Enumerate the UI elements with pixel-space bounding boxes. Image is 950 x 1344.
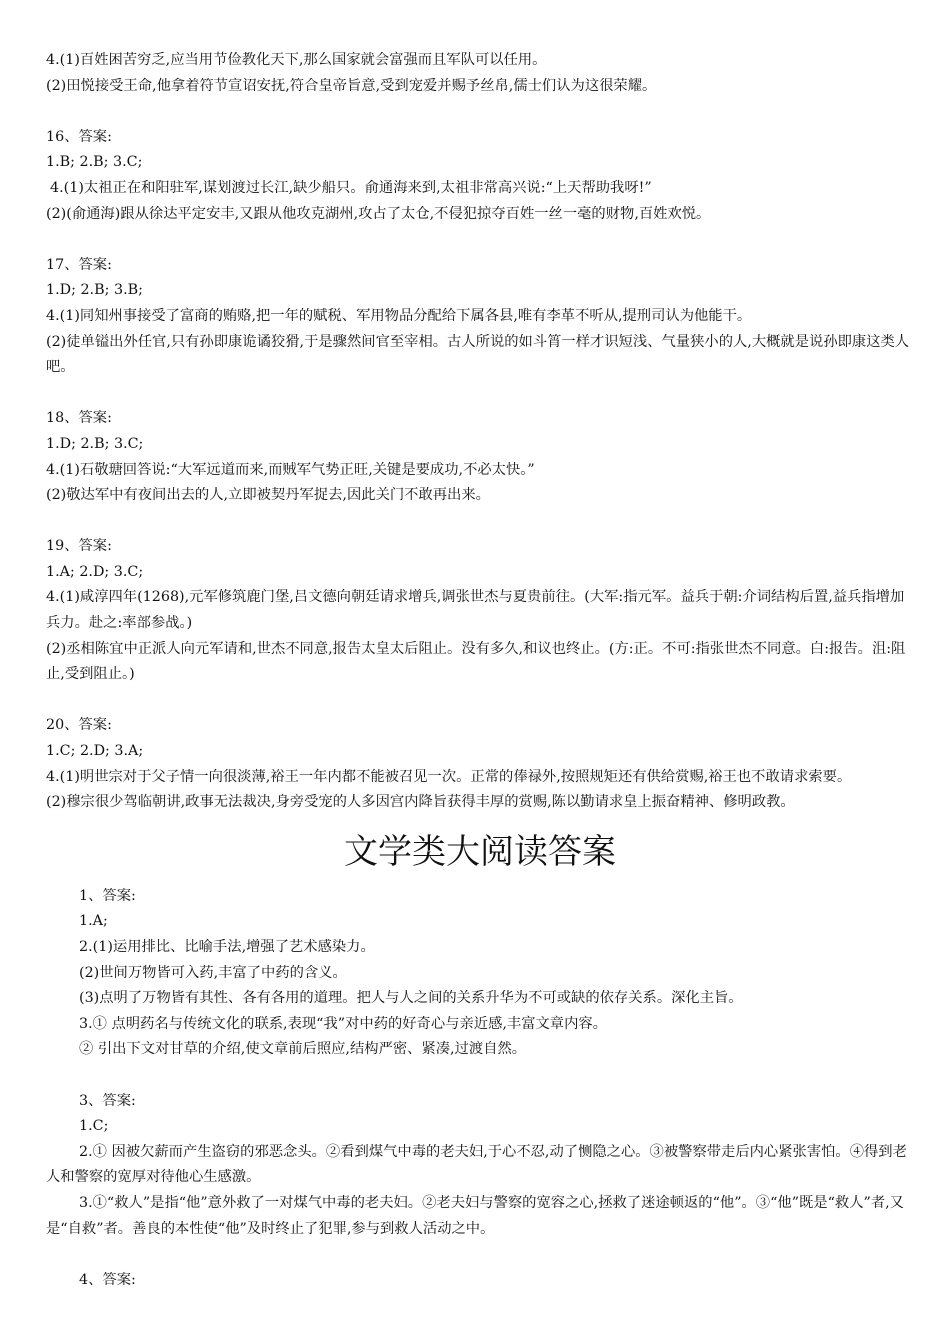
answer-line: 4.(1)石敬瑭回答说:“大军远道而来,而贼军气势正旺,关键是要成功,不必太快。”	[46, 461, 535, 478]
answer-line: (2)田悦接受王命,他拿着符节宣诏安抚,符合皇帝旨意,受到宠爱并赐予丝帛,儒士们认为这很荣耀。	[46, 77, 657, 94]
literature-heading: 文学类大阅读答案	[344, 831, 616, 872]
answer-line: 4.(1)咸淳四年(1268),元军修筑鹿门堡,吕文德向朝廷请求增兵,调张世杰与夏贵前往。(大军:指元军。益兵于朝:介词结构后置,益兵指增加兵力。赴之:率部参战。)	[46, 589, 905, 632]
choice-answers: 1.B; 2.B; 3.C;	[46, 154, 143, 171]
answer-line: 2.(1)运用排比、比喻手法,增强了艺术感染力。	[79, 939, 375, 955]
section-title: 17、答案:	[46, 256, 112, 273]
document-page	[46, 48, 914, 1293]
literature-answer-1	[46, 884, 914, 1063]
answer-line: (3)点明了万物皆有其性、各有各用的道理。把人与人之间的关系升华为不可或缺的依存关系。深化主旨。	[79, 990, 743, 1007]
section-title: 3、答案:	[79, 1092, 136, 1109]
section-title: 4、答案:	[79, 1271, 136, 1288]
section-title: 20、答案:	[46, 717, 112, 734]
answer-section-20	[46, 713, 914, 815]
answer-line: 4.(1)明世宗对于父子情一向很淡薄,裕王一年内都不能被召见一次。正常的俸禄外,按照规矩还有供给赏赐,裕王也不敢请求索要。	[46, 768, 852, 785]
literature-answer-4	[46, 1268, 914, 1294]
answer-line: 4.(1)百姓困苦穷乏,应当用节俭教化天下,那么国家就会富强而且军队可以任用。	[46, 52, 547, 68]
choice-answers: 1.A;	[79, 913, 108, 930]
answer-line: (2)穆宗很少驾临朝讲,政事无法裁决,身旁受宠的人多因宫内降旨获得丰厚的赏赐,陈以勤请求皇上振奋精神、修明政教。	[46, 794, 795, 811]
answer-line: (2)徒单镒出外任官,只有孙即康诡谲狡猾,于是骤然间官至宰相。古人所说的如斗筲一样才识短浅、气量狭小的人,大概就是说孙即康这类人吧。	[46, 333, 910, 376]
answer-section-18	[46, 406, 914, 508]
answer-section-19	[46, 534, 914, 688]
answer-line: (2)敬达军中有夜间出去的人,立即被契丹军捉去,因此关门不敢再出来。	[46, 487, 490, 504]
answer-line: (2)世间万物皆可入药,丰富了中药的含义。	[79, 964, 347, 981]
answer-section-15	[46, 48, 914, 99]
answer-line: 4.(1)同知州事接受了富商的贿赂,把一年的赋税、军用物品分配给下属各县,唯有李革不听从,提刑司认为他能干。	[46, 307, 752, 324]
choice-answers: 1.D; 2.B; 3.B;	[46, 282, 143, 299]
answer-section-17	[46, 253, 914, 381]
section-title: 18、答案:	[46, 410, 112, 427]
choice-answers: 1.A; 2.D; 3.C;	[46, 563, 144, 580]
literature-answer-3	[46, 1089, 914, 1243]
section-title: 16、答案:	[46, 128, 112, 145]
answer-line: (2)丞相陈宜中正派人向元军请和,世杰不同意,报告太皇太后阻止。没有多久,和议也终止。(方:正。不可:指张世杰不同意。白:报告。沮:阻止,受到阻止。)	[46, 640, 906, 683]
answer-line: 3.①“救人”是指“他”意外救了一对煤气中毒的老夫妇。②老夫妇与警察的宽容之心,拯救了迷途顿返的“他”。③“他”既是“救人”者,又是“自救”者。善良的本性使“他”及时终止了犯罪,参与到救人活动之中。	[46, 1194, 904, 1237]
choice-answers: 1.C; 2.D; 3.A;	[46, 743, 144, 760]
section-title: 19、答案:	[46, 538, 112, 555]
answer-line: 4.(1)太祖正在和阳驻军,谋划渡过长江,缺少船只。俞通海来到,太祖非常高兴说:“上天帮助我呀!”	[50, 179, 652, 196]
section-title: 1、答案:	[79, 887, 136, 904]
answer-line: (2)(俞通海)跟从徐达平定安丰,又跟从他攻克湖州,攻占了太仓,不侵犯掠夺百姓一丝一毫的财物,百姓欢悦。	[46, 205, 711, 222]
choice-answers: 1.C;	[79, 1118, 109, 1135]
choice-answers: 1.D; 2.B; 3.C;	[46, 435, 144, 452]
answer-line: 3.① 点明药名与传统文化的联系,表现“我”对中药的好奇心与亲近感,丰富文章内容。	[79, 1015, 607, 1032]
answer-section-16	[46, 125, 914, 227]
answer-line: 2.① 因被欠薪而产生盗窃的邪恶念头。②看到煤气中毒的老夫妇,于心不忍,动了恻隐之心。③被警察带走后内心紧张害怕。④得到老人和警察的宽厚对待他心生感激。	[46, 1143, 907, 1186]
answer-line: ② 引出下文对甘草的介绍,使文章前后照应,结构严密、紧凑,过渡自然。	[79, 1041, 527, 1058]
